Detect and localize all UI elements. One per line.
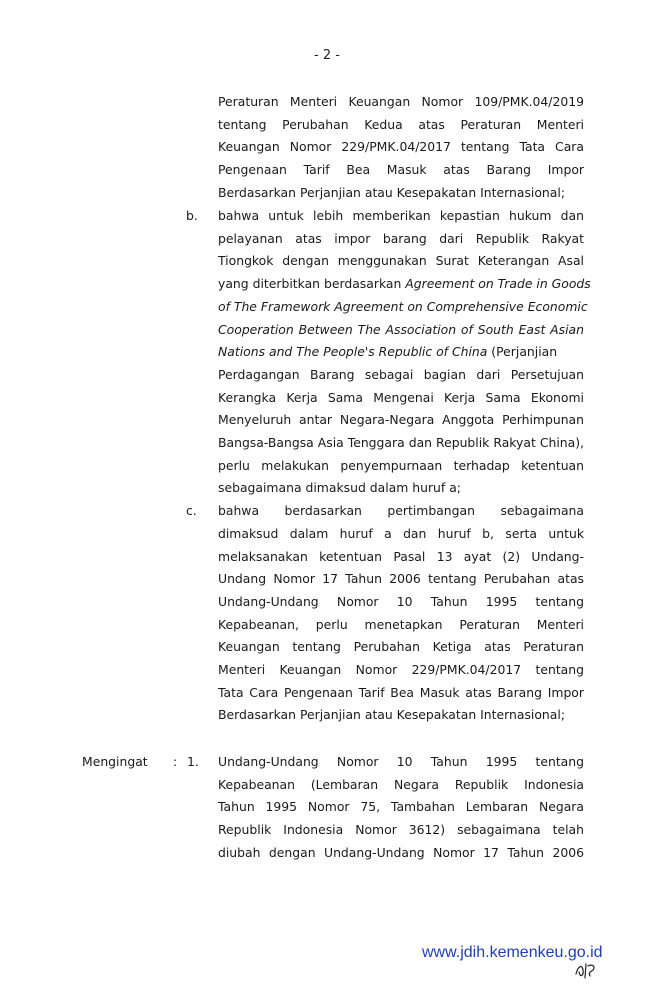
item-c-line: bahwa berdasarkan pertimbangan sebagaimana <box>218 503 584 518</box>
item-b-line: Perdagangan Barang sebagai bagian dari Persetujuan <box>218 367 584 382</box>
mengingat-line: Republik Indonesia Nomor 3612) sebagaimana telah <box>218 822 584 837</box>
intro-line: tentang Perubahan Kedua atas Peraturan Menteri <box>218 117 584 132</box>
item-b-line-mixed <box>218 276 591 292</box>
item-b-line: Bangsa-Bangsa Asia Tenggara dan Republik Rakyat China), <box>218 435 584 450</box>
item-b-line: Kerangka Kerja Sama Mengenai Kerja Sama Ekonomi <box>218 390 584 405</box>
item-c-line: Undang Nomor 17 Tahun 2006 tentang Perubahan atas <box>218 571 584 586</box>
mengingat-line: Tahun 1995 Nomor 75, Tambahan Lembaran Negara <box>218 799 584 814</box>
mengingat-label: Mengingat <box>82 754 148 769</box>
item-c-line: Menteri Keuangan Nomor 229/PMK.04/2017 tentang <box>218 662 584 677</box>
item-b-line: sebagaimana dimaksud dalam huruf a; <box>218 480 461 495</box>
item-b-line: pelayanan atas impor barang dari Republik Rakyat <box>218 231 584 246</box>
item-b-line: Tiongkok dengan menggunakan Surat Keterangan Asal <box>218 253 584 268</box>
item-b-marker: b. <box>186 208 198 223</box>
mengingat-line: Undang-Undang Nomor 10 Tahun 1995 tentang <box>218 754 584 769</box>
item-b-italic-text: Agreement on Trade in Goods <box>405 276 591 291</box>
item-b-plain-text: (Perjanjian <box>487 344 558 359</box>
item-c-line: melaksanakan ketentuan Pasal 13 ayat (2) Undang- <box>218 549 584 564</box>
item-b-plain-text: yang diterbitkan berdasarkan <box>218 276 406 291</box>
item-b-line-mixed <box>218 344 584 360</box>
item-b-line: bahwa untuk lebih memberikan kepastian hukum dan <box>218 208 584 223</box>
item-b-line: Menyeluruh antar Negara-Negara Anggota Perhimpunan <box>218 412 584 427</box>
item-c-line: Keuangan tentang Perubahan Ketiga atas Peraturan <box>218 639 584 654</box>
item-c-line: Tata Cara Pengenaan Tarif Bea Masuk atas Barang Impor <box>218 685 584 700</box>
item-c-line: Kepabeanan, perlu menetapkan Peraturan Menteri <box>218 617 584 632</box>
intro-line: Keuangan Nomor 229/PMK.04/2017 tentang Tata Cara <box>218 139 584 154</box>
footer-url[interactable]: www.jdih.kemenkeu.go.id <box>422 944 603 961</box>
item-b-italic-text: Nations and The People's Republic of China <box>218 344 488 359</box>
intro-line: Pengenaan Tarif Bea Masuk atas Barang Impor <box>218 162 584 177</box>
item-b-italic-line: Cooperation Between The Association of South East Asian <box>218 322 584 337</box>
mengingat-colon: : <box>173 754 178 769</box>
page-number: - 2 - <box>314 48 340 63</box>
item-b-italic-line: of The Framework Agreement on Comprehensive Economic <box>218 299 588 314</box>
item-c-line: dimaksud dalam huruf a dan huruf b, serta untuk <box>218 526 584 541</box>
mengingat-line: Kepabeanan (Lembaran Negara Republik Indonesia <box>218 777 584 792</box>
item-c-marker: c. <box>186 503 197 518</box>
mengingat-item-marker: 1. <box>187 754 199 769</box>
item-c-line: Berdasarkan Perjanjian atau Kesepakatan Internasional; <box>218 707 565 722</box>
mengingat-line: diubah dengan Undang-Undang Nomor 17 Tahun 2006 <box>218 845 584 860</box>
intro-line: Peraturan Menteri Keuangan Nomor 109/PMK.04/2019 <box>218 94 584 109</box>
paraf-signature <box>574 960 600 980</box>
item-b-line: perlu melakukan penyempurnaan terhadap ketentuan <box>218 458 584 473</box>
item-c-line: Undang-Undang Nomor 10 Tahun 1995 tentang <box>218 594 584 609</box>
intro-line: Berdasarkan Perjanjian atau Kesepakatan Internasional; <box>218 185 565 200</box>
